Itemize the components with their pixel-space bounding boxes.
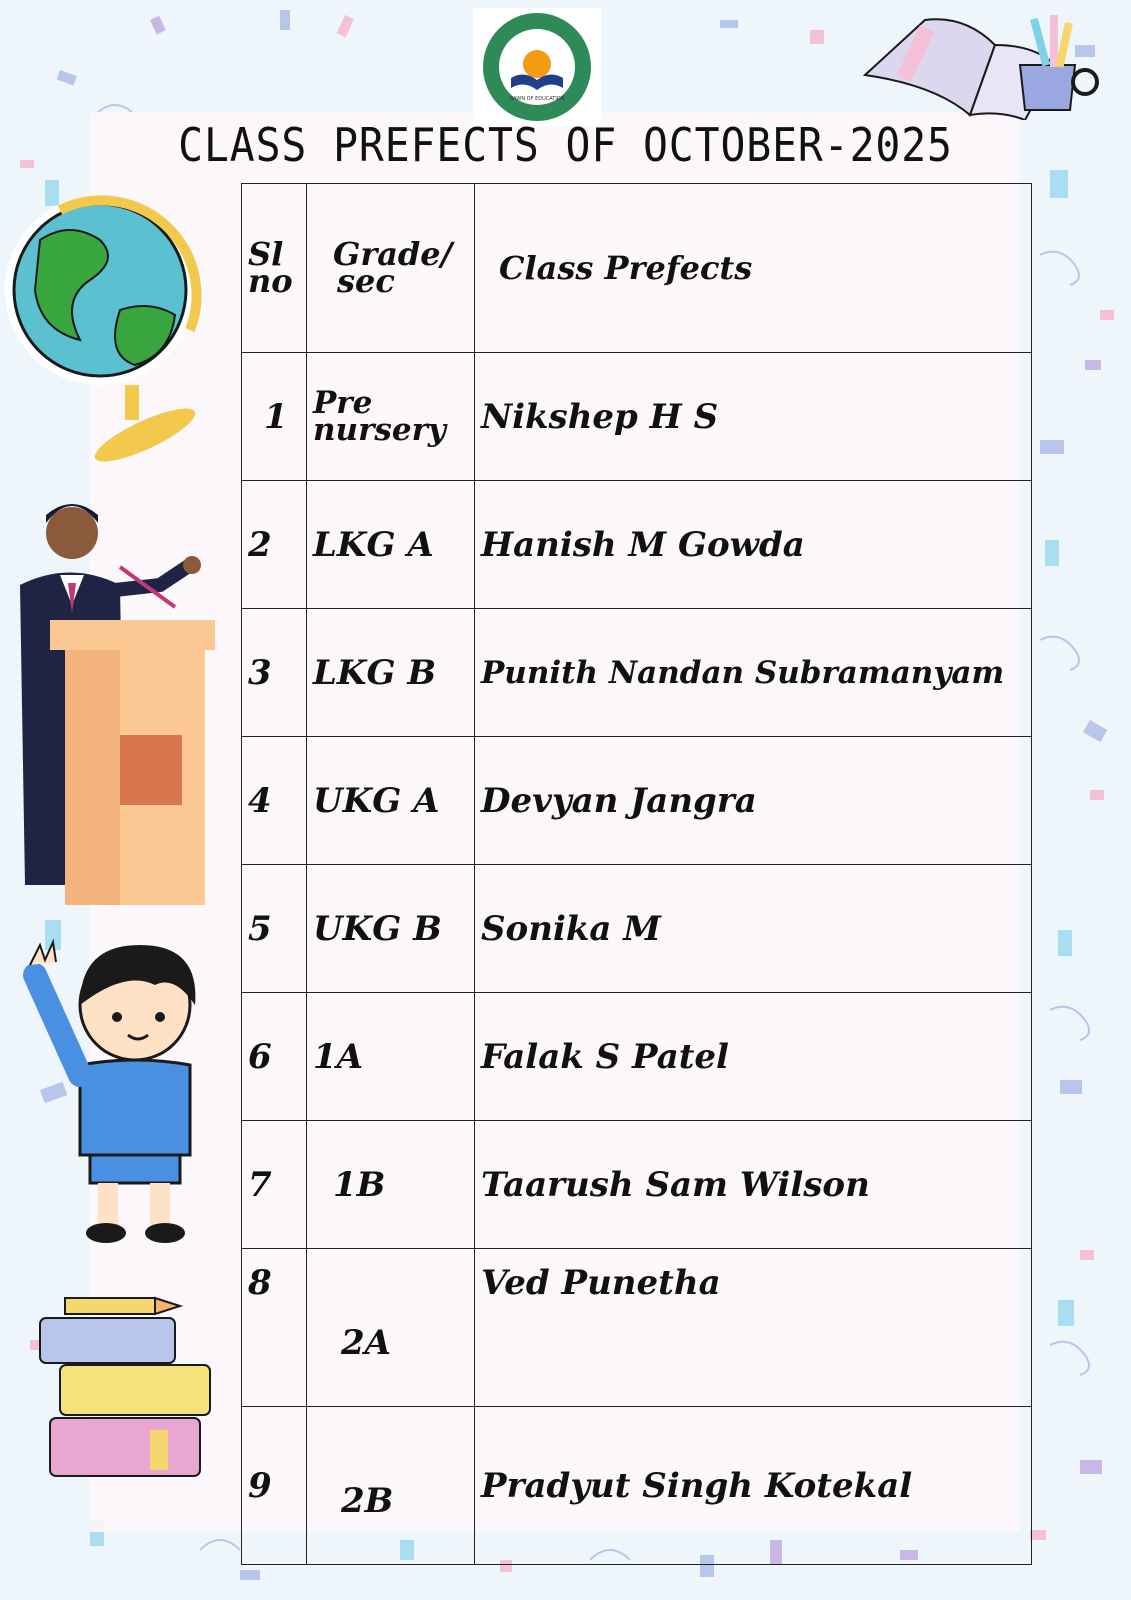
book-stack-icon [35,1290,220,1510]
waving-student-icon [20,935,220,1255]
sl-cell: 4 [242,737,307,865]
table-row [242,737,1032,865]
prefects-table [241,183,1032,1565]
grade-cell [307,353,475,481]
header-sl-no [242,184,307,353]
table-row [242,1121,1032,1249]
grade-cell: UKG A [307,737,475,865]
sl-cell: 1 [242,353,307,481]
prefect-name-cell: Hanish M Gowda [475,481,1032,609]
table-row [242,481,1032,609]
header-grade-sec [307,184,475,353]
logo-motto: DAWN OF EDUCATION [509,96,565,102]
grade-line-2: nursery [313,411,446,448]
table-row [242,1249,1032,1407]
school-logo [473,8,601,126]
grade-cell: LKG A [307,481,475,609]
prefect-name-cell: Falak S Patel [475,993,1032,1121]
prefect-name-cell: Nikshep H S [475,353,1032,481]
grade-cell: 1B [307,1121,475,1249]
sl-cell: 8 [242,1249,307,1407]
header-sec-label: sec [337,262,395,300]
sl-cell: 3 [242,609,307,737]
page-title: CLASS PREFECTS OF OCTOBER-2025 [178,118,953,172]
header-grade-label: Grade/ [333,234,453,273]
sl-cell: 2 [242,481,307,609]
prefect-name-cell: Ved Punetha [475,1249,1032,1407]
prefect-name-cell: Punith Nandan Subramanyam [475,609,1032,737]
sl-cell: 7 [242,1121,307,1249]
prefect-name-cell: Pradyut Singh Kotekal [475,1407,1032,1565]
open-book-icon [860,10,1110,120]
table-row [242,865,1032,993]
table-header-row [242,184,1032,353]
sl-cell: 6 [242,993,307,1121]
grade-cell: UKG B [307,865,475,993]
prefect-name-cell: Sonika M [475,865,1032,993]
header-prefects-label: Class Prefects [499,249,753,287]
grade-cell: 2B [307,1407,475,1565]
speaker-at-podium-icon [10,495,220,915]
table-row [242,353,1032,481]
grade-cell: 1A [307,993,475,1121]
sl-cell: 9 [242,1407,307,1565]
grade-cell: 2A [307,1249,475,1407]
prefect-name-cell: Devyan Jangra [475,737,1032,865]
table-row [242,993,1032,1121]
table-row [242,1407,1032,1565]
header-no-label: no [248,262,293,300]
header-sl-label: Sl [248,234,284,273]
sl-cell: 5 [242,865,307,993]
prefect-name-cell: Taarush Sam Wilson [475,1121,1032,1249]
table-row [242,609,1032,737]
pencil-cup-icon [1020,65,1075,110]
globe-icon [0,190,215,480]
grade-line-1: Pre [313,385,373,422]
grade-cell: LKG B [307,609,475,737]
header-class-prefects [475,184,1032,353]
